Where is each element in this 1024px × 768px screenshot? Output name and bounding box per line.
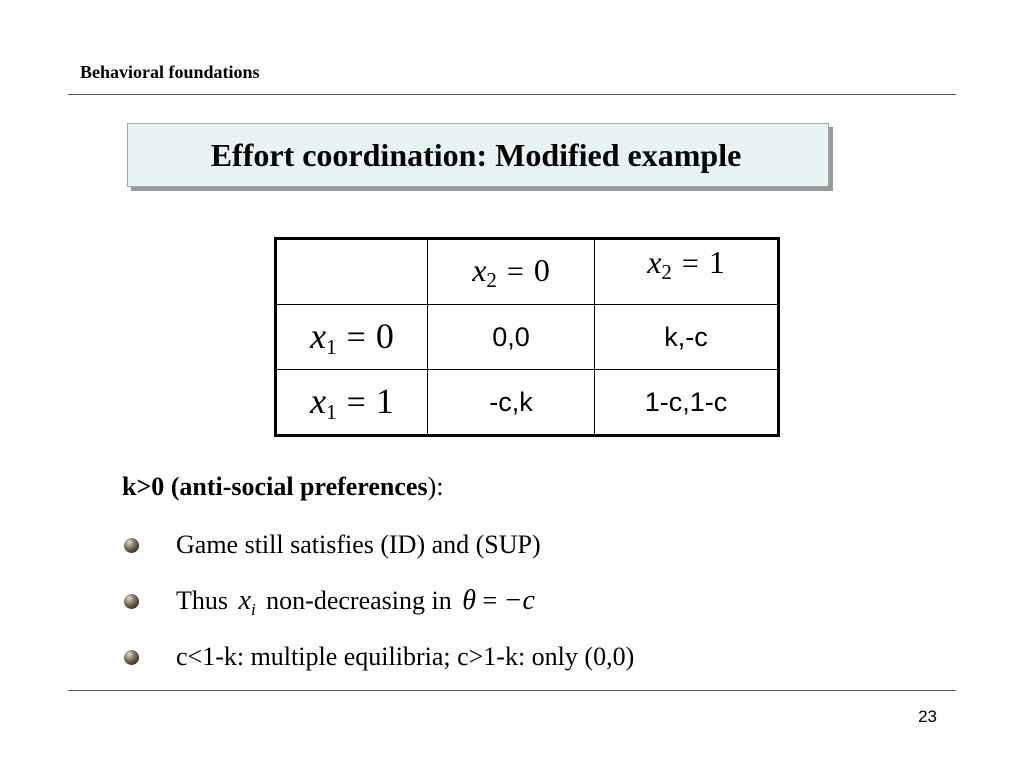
- bullet-icon: [124, 650, 139, 665]
- payoff-cell: -c,k: [428, 370, 595, 436]
- lead-statement: [122, 472, 443, 502]
- list-item: [122, 525, 634, 581]
- payoff-cell: 0,0: [428, 305, 595, 370]
- col-header-x2-0: [428, 239, 595, 305]
- payoff-cell: k,-c: [595, 305, 779, 370]
- footer-divider: [68, 690, 956, 691]
- list-item: [122, 581, 634, 637]
- lead-bold-text: k>0 (anti-social preferences: [122, 472, 428, 501]
- math-expression: x2 = 1: [647, 243, 725, 284]
- math-expression: x1 = 0: [310, 315, 394, 359]
- bullet-icon: [124, 594, 139, 609]
- bullet-list: [122, 525, 634, 693]
- corner-cell: [276, 239, 428, 305]
- table-row: [276, 370, 779, 436]
- payoff-matrix: [274, 237, 780, 437]
- section-title: Behavioral foundations: [80, 62, 260, 82]
- bullet-text: Game still satisfies (ID) and (SUP): [176, 530, 541, 559]
- bullet-text-before: Thus: [176, 586, 228, 615]
- table-header-row: [276, 239, 779, 305]
- list-item: [122, 637, 634, 693]
- slide-title-box: [127, 123, 829, 187]
- math-expression: θ = −c: [462, 585, 535, 616]
- payoff-cell: 1-c,1-c: [595, 370, 779, 436]
- lead-rest-text: ):: [427, 472, 444, 501]
- row-header-x1-1: [276, 370, 428, 436]
- page-number: 23: [918, 707, 937, 726]
- table-row: [276, 305, 779, 370]
- slide-title: Effort coordination: Modified example: [210, 136, 742, 173]
- math-expression: x1 = 1: [310, 380, 394, 424]
- header-divider: [68, 94, 956, 95]
- math-expression: x2 = 0: [472, 251, 550, 292]
- math-expression: $x_i$: [238, 585, 256, 619]
- bullet-text-middle: non-decreasing in: [266, 586, 452, 615]
- bullet-text: c<1-k: multiple equilibria; c>1-k: only (0,0): [176, 642, 635, 671]
- row-header-x1-0: [276, 305, 428, 370]
- col-header-x2-1: [595, 239, 779, 305]
- bullet-icon: [124, 538, 139, 553]
